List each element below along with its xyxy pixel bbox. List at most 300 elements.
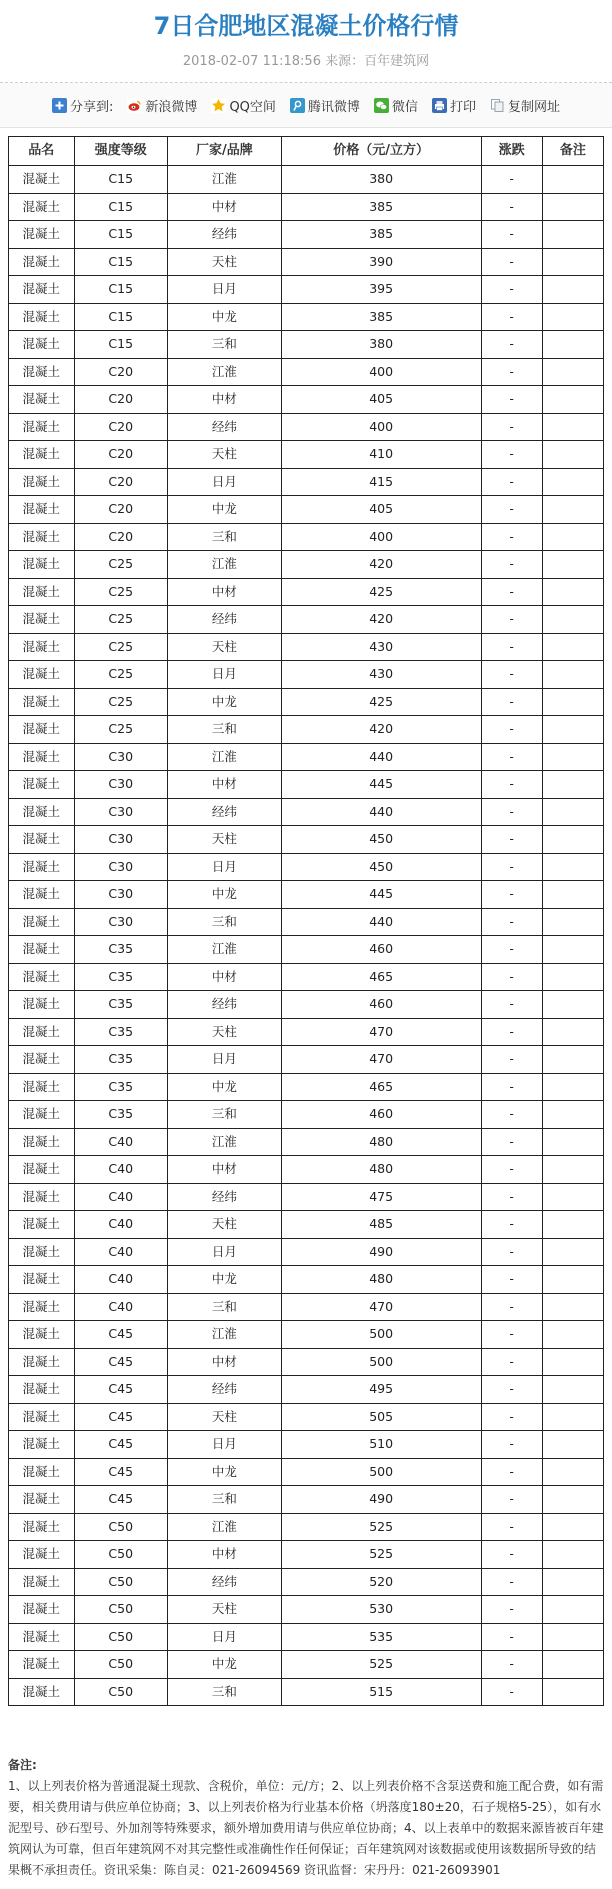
table-row xyxy=(9,413,604,441)
cell-product: 混凝土 xyxy=(9,248,75,276)
cell-remark xyxy=(542,468,603,496)
table-row xyxy=(9,1376,604,1404)
table-row xyxy=(9,991,604,1019)
article-header xyxy=(0,0,612,68)
cell-change: - xyxy=(481,1018,542,1046)
cell-grade: C40 xyxy=(74,1128,167,1156)
cell-brand: 天柱 xyxy=(167,826,281,854)
cell-price: 420 xyxy=(281,551,481,579)
cell-product: 混凝土 xyxy=(9,1403,75,1431)
cell-brand: 经纬 xyxy=(167,1183,281,1211)
cell-grade: C20 xyxy=(74,386,167,414)
table-row xyxy=(9,166,604,194)
cell-change: - xyxy=(481,468,542,496)
cell-remark xyxy=(542,908,603,936)
cell-remark xyxy=(542,1541,603,1569)
cell-grade: C20 xyxy=(74,468,167,496)
tencent-weibo-icon xyxy=(290,98,305,113)
cell-remark xyxy=(542,1101,603,1129)
cell-remark xyxy=(542,1018,603,1046)
share-qzone-label: QQ空间 xyxy=(229,99,276,115)
cell-price: 395 xyxy=(281,276,481,304)
cell-brand: 经纬 xyxy=(167,991,281,1019)
table-row xyxy=(9,193,604,221)
table-row xyxy=(9,688,604,716)
cell-brand: 中龙 xyxy=(167,1651,281,1679)
cell-grade: C15 xyxy=(74,248,167,276)
cell-price: 390 xyxy=(281,248,481,276)
cell-product: 混凝土 xyxy=(9,743,75,771)
cell-remark xyxy=(542,1211,603,1239)
cell-grade: C25 xyxy=(74,688,167,716)
print-icon xyxy=(432,98,447,113)
cell-product: 混凝土 xyxy=(9,1458,75,1486)
cell-change: - xyxy=(481,936,542,964)
table-row xyxy=(9,1458,604,1486)
cell-product: 混凝土 xyxy=(9,1513,75,1541)
cell-brand: 经纬 xyxy=(167,606,281,634)
publish-meta: 2018-02-07 11:18:56 来源：百年建筑网 xyxy=(182,54,430,69)
cell-grade: C50 xyxy=(74,1623,167,1651)
table-row xyxy=(9,1486,604,1514)
cell-product: 混凝土 xyxy=(9,1046,75,1074)
cell-price: 520 xyxy=(281,1568,481,1596)
cell-change: - xyxy=(481,413,542,441)
cell-brand: 中龙 xyxy=(167,1266,281,1294)
cell-product: 混凝土 xyxy=(9,303,75,331)
table-row xyxy=(9,276,604,304)
qzone-icon xyxy=(211,98,226,113)
wechat-icon xyxy=(374,98,389,113)
cell-brand: 中龙 xyxy=(167,303,281,331)
cell-change: - xyxy=(481,441,542,469)
cell-price: 525 xyxy=(281,1541,481,1569)
table-row xyxy=(9,963,604,991)
cell-remark xyxy=(542,1128,603,1156)
cell-grade: C50 xyxy=(74,1513,167,1541)
cell-product: 混凝土 xyxy=(9,661,75,689)
cell-remark xyxy=(542,303,603,331)
table-row xyxy=(9,1293,604,1321)
table-row xyxy=(9,1541,604,1569)
cell-grade: C20 xyxy=(74,496,167,524)
cell-grade: C35 xyxy=(74,1101,167,1129)
table-row xyxy=(9,771,604,799)
cell-brand: 江淮 xyxy=(167,1321,281,1349)
cell-change: - xyxy=(481,303,542,331)
share-copy-url[interactable] xyxy=(490,96,560,115)
cell-product: 混凝土 xyxy=(9,1183,75,1211)
cell-change: - xyxy=(481,358,542,386)
cell-brand: 中材 xyxy=(167,963,281,991)
cell-remark xyxy=(542,633,603,661)
notes-text: 1、以上列表价格为普通混凝土现款、含税价，单位：元/方；2、以上列表价格不含泵送费和施工配合费，如有需要，相关费用请与供应单位协商；3、以上列表价格为行业基本价格（坍落度180±20，石子规格5-25），如有水泥型号、砂石型号、外加剂等特殊要求，额外增加费用请与供应单位协商；4、以上表单中的数据来源皆被百年建筑网认为可靠，但百年建筑网不对其完整性或准确性作任何保证；百年建筑网对该数据或使用该数据所导致的结果概不承担责任。资讯采集：陈自灵：021-26094569 资讯监督：宋丹丹：021-26093901 xyxy=(8,1779,604,1877)
cell-product: 混凝土 xyxy=(9,908,75,936)
cell-change: - xyxy=(481,221,542,249)
share-wechat-label: 微信 xyxy=(391,99,418,115)
cell-price: 430 xyxy=(281,661,481,689)
cell-change: - xyxy=(481,826,542,854)
cell-brand: 中材 xyxy=(167,771,281,799)
col-header-change: 涨跌 xyxy=(481,137,542,166)
cell-price: 525 xyxy=(281,1651,481,1679)
col-header-remark: 备注 xyxy=(542,137,603,166)
cell-grade: C25 xyxy=(74,633,167,661)
cell-change: - xyxy=(481,248,542,276)
cell-grade: C15 xyxy=(74,303,167,331)
table-row xyxy=(9,1128,604,1156)
cell-remark xyxy=(542,661,603,689)
cell-change: - xyxy=(481,1101,542,1129)
table-row xyxy=(9,358,604,386)
cell-product: 混凝土 xyxy=(9,1321,75,1349)
cell-price: 420 xyxy=(281,716,481,744)
cell-grade: C15 xyxy=(74,221,167,249)
table-row xyxy=(9,496,604,524)
table-row xyxy=(9,881,604,909)
table-row xyxy=(9,1321,604,1349)
cell-change: - xyxy=(481,1128,542,1156)
cell-brand: 三和 xyxy=(167,716,281,744)
col-header-grade: 强度等级 xyxy=(74,137,167,166)
table-row xyxy=(9,523,604,551)
share-label xyxy=(52,96,113,115)
cell-grade: C40 xyxy=(74,1293,167,1321)
cell-product: 混凝土 xyxy=(9,1128,75,1156)
share-tencent-weibo-label: 腾讯微博 xyxy=(307,99,360,115)
cell-price: 480 xyxy=(281,1266,481,1294)
cell-change: - xyxy=(481,1321,542,1349)
cell-grade: C30 xyxy=(74,771,167,799)
cell-brand: 日月 xyxy=(167,1623,281,1651)
table-row xyxy=(9,1183,604,1211)
cell-price: 405 xyxy=(281,496,481,524)
cell-brand: 三和 xyxy=(167,1101,281,1129)
notes-label: 备注: xyxy=(8,1758,37,1772)
cell-remark xyxy=(542,1623,603,1651)
cell-brand: 经纬 xyxy=(167,1568,281,1596)
table-row xyxy=(9,798,604,826)
cell-grade: C45 xyxy=(74,1431,167,1459)
cell-remark xyxy=(542,578,603,606)
cell-brand: 日月 xyxy=(167,276,281,304)
cell-product: 混凝土 xyxy=(9,1073,75,1101)
cell-remark xyxy=(542,771,603,799)
cell-price: 490 xyxy=(281,1486,481,1514)
cell-remark xyxy=(542,413,603,441)
cell-remark xyxy=(542,1513,603,1541)
cell-brand: 三和 xyxy=(167,908,281,936)
cell-grade: C50 xyxy=(74,1678,167,1706)
cell-brand: 三和 xyxy=(167,523,281,551)
cell-product: 混凝土 xyxy=(9,1238,75,1266)
cell-change: - xyxy=(481,853,542,881)
cell-brand: 中材 xyxy=(167,386,281,414)
table-row xyxy=(9,441,604,469)
table-row xyxy=(9,606,604,634)
cell-remark xyxy=(542,936,603,964)
cell-product: 混凝土 xyxy=(9,798,75,826)
table-row xyxy=(9,908,604,936)
cell-brand: 中龙 xyxy=(167,688,281,716)
table-row xyxy=(9,551,604,579)
cell-product: 混凝土 xyxy=(9,853,75,881)
cell-change: - xyxy=(481,1403,542,1431)
cell-grade: C35 xyxy=(74,936,167,964)
cell-price: 480 xyxy=(281,1128,481,1156)
cell-price: 460 xyxy=(281,1101,481,1129)
table-row xyxy=(9,1678,604,1706)
cell-remark xyxy=(542,1486,603,1514)
cell-product: 混凝土 xyxy=(9,991,75,1019)
price-table xyxy=(8,136,604,1706)
cell-brand: 江淮 xyxy=(167,743,281,771)
cell-change: - xyxy=(481,523,542,551)
cell-price: 500 xyxy=(281,1458,481,1486)
cell-brand: 经纬 xyxy=(167,413,281,441)
cell-change: - xyxy=(481,1513,542,1541)
cell-change: - xyxy=(481,606,542,634)
cell-change: - xyxy=(481,661,542,689)
cell-price: 440 xyxy=(281,743,481,771)
cell-remark xyxy=(542,441,603,469)
table-row xyxy=(9,853,604,881)
cell-grade: C30 xyxy=(74,881,167,909)
cell-remark xyxy=(542,331,603,359)
cell-change: - xyxy=(481,1183,542,1211)
cell-grade: C15 xyxy=(74,276,167,304)
cell-change: - xyxy=(481,1596,542,1624)
cell-remark xyxy=(542,716,603,744)
cell-remark xyxy=(542,1073,603,1101)
cell-remark xyxy=(542,1678,603,1706)
share-bar xyxy=(0,83,612,128)
cell-remark xyxy=(542,221,603,249)
cell-brand: 日月 xyxy=(167,1431,281,1459)
cell-change: - xyxy=(481,798,542,826)
cell-remark xyxy=(542,1293,603,1321)
cell-remark xyxy=(542,1348,603,1376)
cell-price: 500 xyxy=(281,1321,481,1349)
cell-price: 440 xyxy=(281,908,481,936)
cell-change: - xyxy=(481,1486,542,1514)
cell-brand: 中龙 xyxy=(167,1458,281,1486)
cell-remark xyxy=(542,991,603,1019)
cell-brand: 中材 xyxy=(167,193,281,221)
cell-price: 445 xyxy=(281,881,481,909)
share-tencent-weibo[interactable] xyxy=(290,96,360,115)
cell-grade: C30 xyxy=(74,853,167,881)
cell-brand: 经纬 xyxy=(167,1376,281,1404)
cell-change: - xyxy=(481,688,542,716)
cell-grade: C35 xyxy=(74,1018,167,1046)
cell-brand: 日月 xyxy=(167,1238,281,1266)
table-row xyxy=(9,303,604,331)
cell-grade: C25 xyxy=(74,606,167,634)
cell-product: 混凝土 xyxy=(9,1348,75,1376)
cell-price: 500 xyxy=(281,1348,481,1376)
cell-remark xyxy=(542,1321,603,1349)
cell-change: - xyxy=(481,1541,542,1569)
cell-product: 混凝土 xyxy=(9,633,75,661)
cell-change: - xyxy=(481,1651,542,1679)
table-row xyxy=(9,1596,604,1624)
cell-change: - xyxy=(481,1376,542,1404)
cell-product: 混凝土 xyxy=(9,936,75,964)
cell-price: 460 xyxy=(281,991,481,1019)
cell-remark xyxy=(542,358,603,386)
table-row xyxy=(9,1211,604,1239)
share-wechat[interactable] xyxy=(374,96,418,115)
cell-grade: C15 xyxy=(74,331,167,359)
table-row xyxy=(9,1513,604,1541)
cell-product: 混凝土 xyxy=(9,496,75,524)
table-row xyxy=(9,1266,604,1294)
cell-remark xyxy=(542,1568,603,1596)
cell-brand: 三和 xyxy=(167,331,281,359)
cell-change: - xyxy=(481,771,542,799)
cell-change: - xyxy=(481,1431,542,1459)
cell-product: 混凝土 xyxy=(9,881,75,909)
cell-grade: C50 xyxy=(74,1651,167,1679)
share-sina-weibo[interactable] xyxy=(127,96,197,115)
cell-product: 混凝土 xyxy=(9,221,75,249)
cell-product: 混凝土 xyxy=(9,166,75,194)
cell-change: - xyxy=(481,331,542,359)
cell-grade: C40 xyxy=(74,1266,167,1294)
cell-grade: C45 xyxy=(74,1321,167,1349)
cell-grade: C40 xyxy=(74,1238,167,1266)
cell-change: - xyxy=(481,1678,542,1706)
cell-price: 530 xyxy=(281,1596,481,1624)
cell-price: 490 xyxy=(281,1238,481,1266)
cell-product: 混凝土 xyxy=(9,1101,75,1129)
cell-price: 420 xyxy=(281,606,481,634)
table-row xyxy=(9,1568,604,1596)
table-row xyxy=(9,386,604,414)
cell-remark xyxy=(542,826,603,854)
cell-grade: C20 xyxy=(74,441,167,469)
cell-product: 混凝土 xyxy=(9,688,75,716)
cell-brand: 江淮 xyxy=(167,1128,281,1156)
cell-brand: 经纬 xyxy=(167,798,281,826)
cell-remark xyxy=(542,1651,603,1679)
cell-price: 415 xyxy=(281,468,481,496)
cell-brand: 三和 xyxy=(167,1293,281,1321)
cell-price: 380 xyxy=(281,331,481,359)
cell-product: 混凝土 xyxy=(9,1018,75,1046)
cell-price: 495 xyxy=(281,1376,481,1404)
table-row xyxy=(9,743,604,771)
cell-brand: 三和 xyxy=(167,1678,281,1706)
table-row xyxy=(9,248,604,276)
cell-brand: 天柱 xyxy=(167,633,281,661)
cell-product: 混凝土 xyxy=(9,193,75,221)
cell-change: - xyxy=(481,1073,542,1101)
cell-brand: 天柱 xyxy=(167,1596,281,1624)
cell-brand: 中龙 xyxy=(167,881,281,909)
cell-product: 混凝土 xyxy=(9,1156,75,1184)
cell-remark xyxy=(542,276,603,304)
cell-grade: C25 xyxy=(74,551,167,579)
cell-price: 475 xyxy=(281,1183,481,1211)
cell-change: - xyxy=(481,1156,542,1184)
table-row xyxy=(9,1046,604,1074)
cell-remark xyxy=(542,1183,603,1211)
cell-grade: C30 xyxy=(74,908,167,936)
cell-brand: 天柱 xyxy=(167,1211,281,1239)
cell-price: 410 xyxy=(281,441,481,469)
cell-grade: C40 xyxy=(74,1183,167,1211)
weibo-icon xyxy=(127,98,142,113)
plus-icon xyxy=(52,98,67,113)
cell-price: 400 xyxy=(281,358,481,386)
cell-grade: C45 xyxy=(74,1348,167,1376)
table-row xyxy=(9,578,604,606)
cell-product: 混凝土 xyxy=(9,386,75,414)
cell-price: 470 xyxy=(281,1293,481,1321)
cell-remark xyxy=(542,1458,603,1486)
share-print[interactable] xyxy=(432,96,476,115)
cell-change: - xyxy=(481,908,542,936)
cell-price: 510 xyxy=(281,1431,481,1459)
cell-price: 425 xyxy=(281,578,481,606)
cell-product: 混凝土 xyxy=(9,331,75,359)
cell-product: 混凝土 xyxy=(9,1541,75,1569)
cell-remark xyxy=(542,1266,603,1294)
cell-grade: C20 xyxy=(74,413,167,441)
cell-grade: C40 xyxy=(74,1156,167,1184)
table-row xyxy=(9,1156,604,1184)
cell-brand: 中龙 xyxy=(167,496,281,524)
cell-remark xyxy=(542,688,603,716)
copy-icon xyxy=(490,98,505,113)
cell-change: - xyxy=(481,386,542,414)
cell-change: - xyxy=(481,881,542,909)
cell-change: - xyxy=(481,963,542,991)
cell-price: 480 xyxy=(281,1156,481,1184)
cell-price: 535 xyxy=(281,1623,481,1651)
cell-product: 混凝土 xyxy=(9,468,75,496)
cell-price: 385 xyxy=(281,193,481,221)
cell-grade: C30 xyxy=(74,743,167,771)
table-row xyxy=(9,331,604,359)
cell-brand: 三和 xyxy=(167,1486,281,1514)
cell-product: 混凝土 xyxy=(9,826,75,854)
cell-price: 485 xyxy=(281,1211,481,1239)
share-qzone[interactable] xyxy=(211,96,275,115)
cell-price: 380 xyxy=(281,166,481,194)
cell-product: 混凝土 xyxy=(9,1266,75,1294)
cell-brand: 江淮 xyxy=(167,166,281,194)
cell-grade: C20 xyxy=(74,358,167,386)
table-row xyxy=(9,633,604,661)
table-row xyxy=(9,1431,604,1459)
cell-product: 混凝土 xyxy=(9,413,75,441)
cell-grade: C50 xyxy=(74,1568,167,1596)
table-row xyxy=(9,221,604,249)
cell-price: 425 xyxy=(281,688,481,716)
table-row xyxy=(9,1238,604,1266)
cell-brand: 中材 xyxy=(167,1541,281,1569)
cell-brand: 天柱 xyxy=(167,441,281,469)
cell-price: 515 xyxy=(281,1678,481,1706)
share-copy-url-label: 复制网址 xyxy=(507,99,560,115)
cell-change: - xyxy=(481,276,542,304)
cell-grade: C35 xyxy=(74,963,167,991)
cell-grade: C25 xyxy=(74,716,167,744)
cell-change: - xyxy=(481,1458,542,1486)
